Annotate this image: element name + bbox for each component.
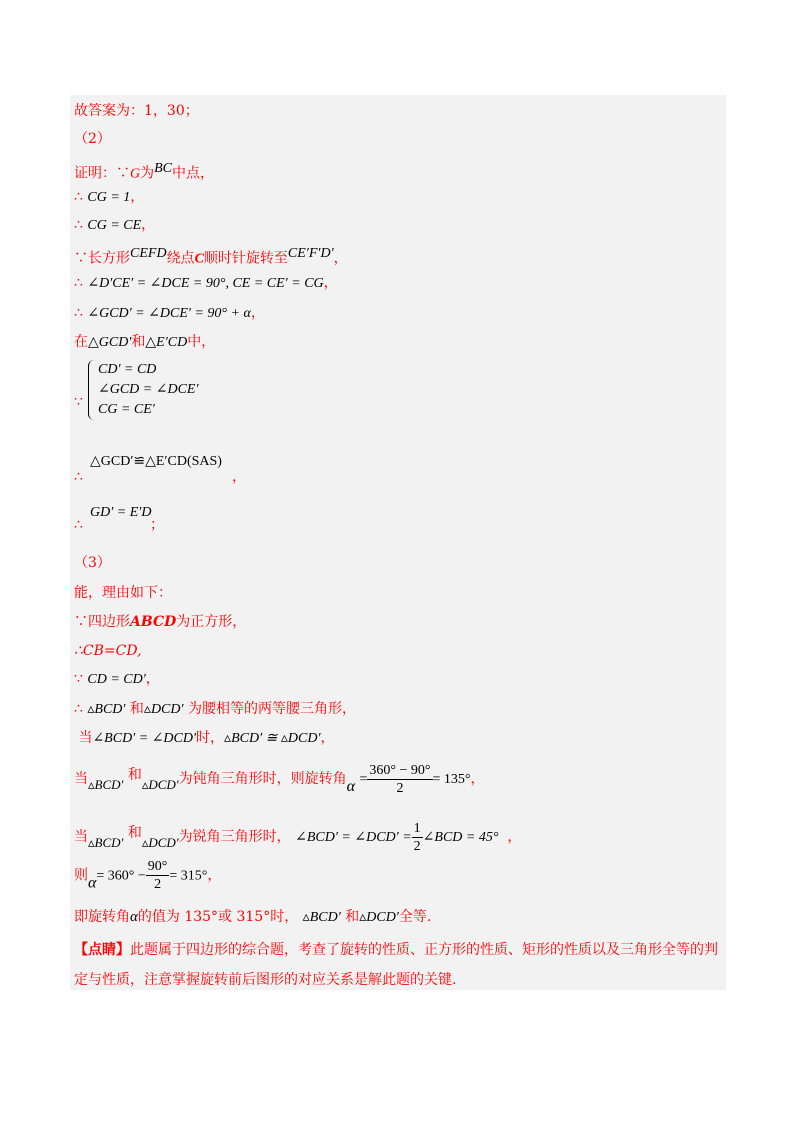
system-row-3: CG = CE′ bbox=[98, 402, 155, 417]
gd-semicolon: ； bbox=[150, 517, 164, 533]
fraction-360-90: $\frac{360^\circ - 90^\circ}{2}$ bbox=[369, 762, 431, 796]
fraction-90-2: $\frac{90^\circ}{2}$ bbox=[147, 859, 168, 892]
angle-eq2-line: ∴ ∠GCD′ = ∠DCE′ = 90° + α， bbox=[74, 305, 265, 321]
because-symbol: ∵ bbox=[74, 394, 83, 410]
system-row-2: ∠GCD = ∠DCE′ bbox=[98, 382, 199, 397]
when-equal-line: 当∠BCD′ = ∠DCD′时，▵BCD′ ≅ ▵DCD′， bbox=[78, 730, 335, 746]
isosceles-line: ∴ ▵BCD′ 和▵DCD′ 为腰相等的两等腰三角形， bbox=[74, 701, 357, 717]
angle-eq1-line: ∴ ∠D′CE′ = ∠DCE = 90°, CE = CE′ = CG， bbox=[74, 275, 338, 291]
cg-eq-ce-line: ∴ CG = CE， bbox=[74, 217, 156, 233]
left-brace bbox=[88, 360, 95, 420]
fraction-half: $\frac{1}{2}$ bbox=[413, 820, 421, 854]
then-line: 则α= 360° − $\frac{90^\circ}{2}$ = 315°， bbox=[74, 859, 222, 892]
gd-eq-line: GD′ = E′D bbox=[90, 505, 152, 520]
gd-therefore: ∴ bbox=[74, 517, 83, 533]
note-label: 【点睛】 bbox=[74, 942, 130, 958]
congruent-therefore: ∴ bbox=[74, 469, 83, 485]
obtuse-line: 当▵BCD′ 和▵DCD′为钝角三角形时，则旋转角α = $\frac{360^\circ - 90^\circ}{2}$ = 135°， bbox=[74, 762, 485, 796]
answer-line: 故答案为：1，30； bbox=[74, 103, 199, 119]
can-line: 能，理由如下： bbox=[74, 585, 172, 601]
cb-cd-line: ∴CB=CD, bbox=[74, 643, 142, 659]
congruent-line: △GCD′≌△E′CD(SAS) bbox=[90, 454, 222, 469]
square-line: ∵四边形ABCD为正方形， bbox=[74, 614, 247, 630]
proof-intro-line: 证明：∵G为$^{BC}$中点， bbox=[74, 161, 215, 182]
part2-label: （2） bbox=[74, 131, 111, 147]
cg-eq-1-line: ∴ CG = 1， bbox=[74, 189, 145, 205]
cd-cdp-line: ∵ CD = CD′， bbox=[74, 671, 160, 687]
part3-label: （3） bbox=[74, 555, 111, 571]
in-triangles-line: 在△GCD′和△E′CD中， bbox=[74, 334, 216, 350]
congruent-comma: ， bbox=[232, 469, 246, 485]
rotation-line: ∵长方形$^{CEFD}$绕点C顺时针旋转至$^{CE'F'D'}$， bbox=[74, 246, 348, 267]
note-text: 此题属于四边形的综合题，考查了旋转的性质、正方形的性质、矩形的性质以及三角形全等的判定与性质，注意掌握旋转前后图形的对应关系是解此题的关键. bbox=[74, 942, 718, 988]
final-line: 即旋转角α的值为 135°或 315°时， ▵BCD′ 和▵DCD′全等. bbox=[74, 909, 432, 925]
acute-line: 当▵BCD′ 和▵DCD′为锐角三角形时， ∠BCD′ = ∠DCD′ = $\frac{1}{2}$ ∠BCD = 45° ， bbox=[74, 820, 522, 854]
note-paragraph bbox=[74, 935, 722, 995]
system-row-1: CD′ = CD bbox=[98, 362, 157, 377]
